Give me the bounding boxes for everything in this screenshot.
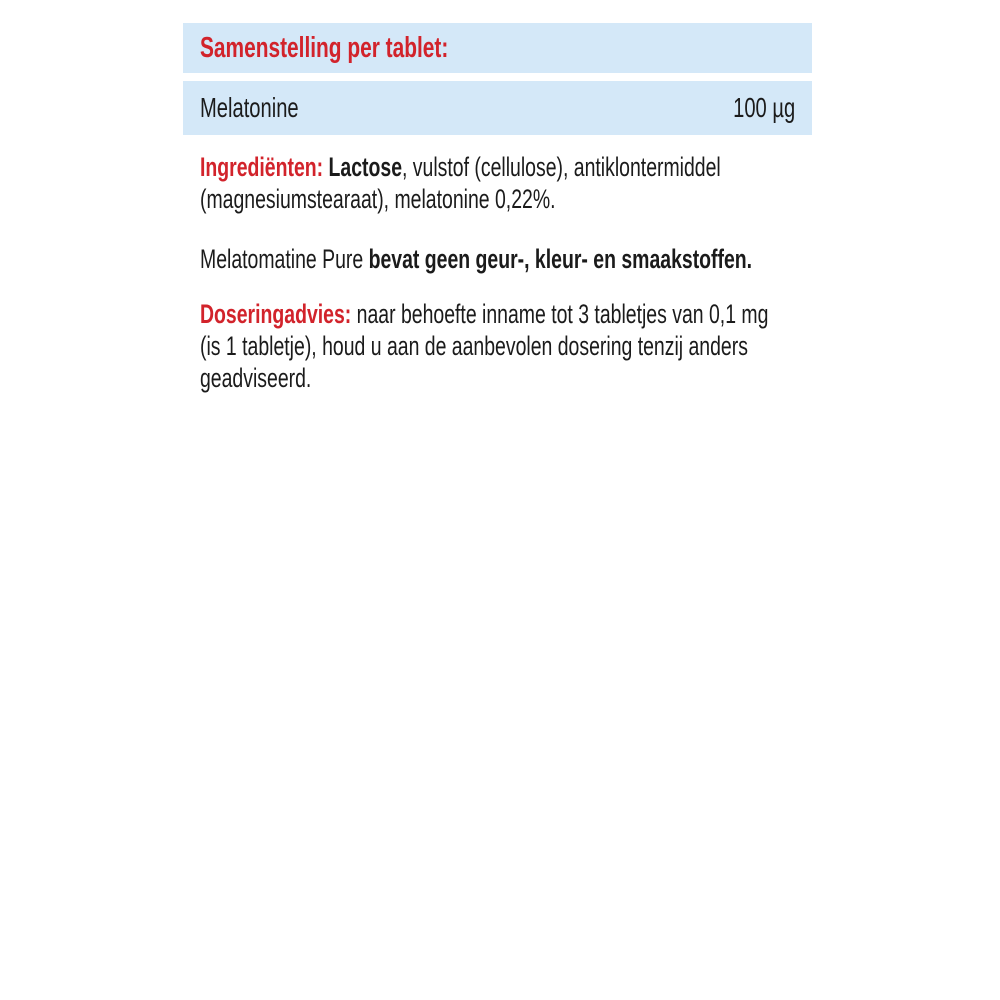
- text-segment: geadviseerd.: [200, 363, 312, 393]
- nutrient-row: [183, 81, 812, 135]
- text-segment: Melatomatine Pure: [200, 244, 369, 274]
- composition-header-title: Samenstelling per tablet:: [200, 31, 449, 64]
- text-segment: (magnesiumstearaat), melatonine 0,22%.: [200, 184, 556, 214]
- label-panel: [183, 0, 812, 1000]
- ingredients-paragraph: [200, 151, 812, 215]
- text-segment: naar behoefte inname tot 3 tabletjes van 0,1 mg: [356, 299, 769, 329]
- paragraph-line: [200, 330, 812, 362]
- text-segment: , vulstof (cellulose), antiklontermiddel: [402, 152, 721, 182]
- text-segment: Lactose: [328, 152, 403, 182]
- composition-header-bar: [183, 23, 812, 73]
- paragraph-line: [200, 298, 812, 330]
- text-segment: Ingrediënten:: [200, 152, 329, 182]
- dosage-paragraph: [200, 298, 812, 394]
- paragraph-line: [200, 151, 812, 183]
- nutrient-amount: 100 µg: [732, 92, 795, 123]
- text-segment: Doseringadvies:: [200, 299, 357, 329]
- nutrient-name: Melatonine: [200, 92, 299, 123]
- paragraph-line: [200, 183, 812, 215]
- brand-note-paragraph: [200, 243, 812, 275]
- text-segment: (is 1 tabletje), houd u aan de aanbevolen dosering tenzij anders: [200, 331, 748, 361]
- paragraph-line: [200, 243, 812, 275]
- paragraph-line: [200, 362, 812, 394]
- text-segment: bevat geen geur-, kleur- en smaakstoffen.: [368, 244, 753, 274]
